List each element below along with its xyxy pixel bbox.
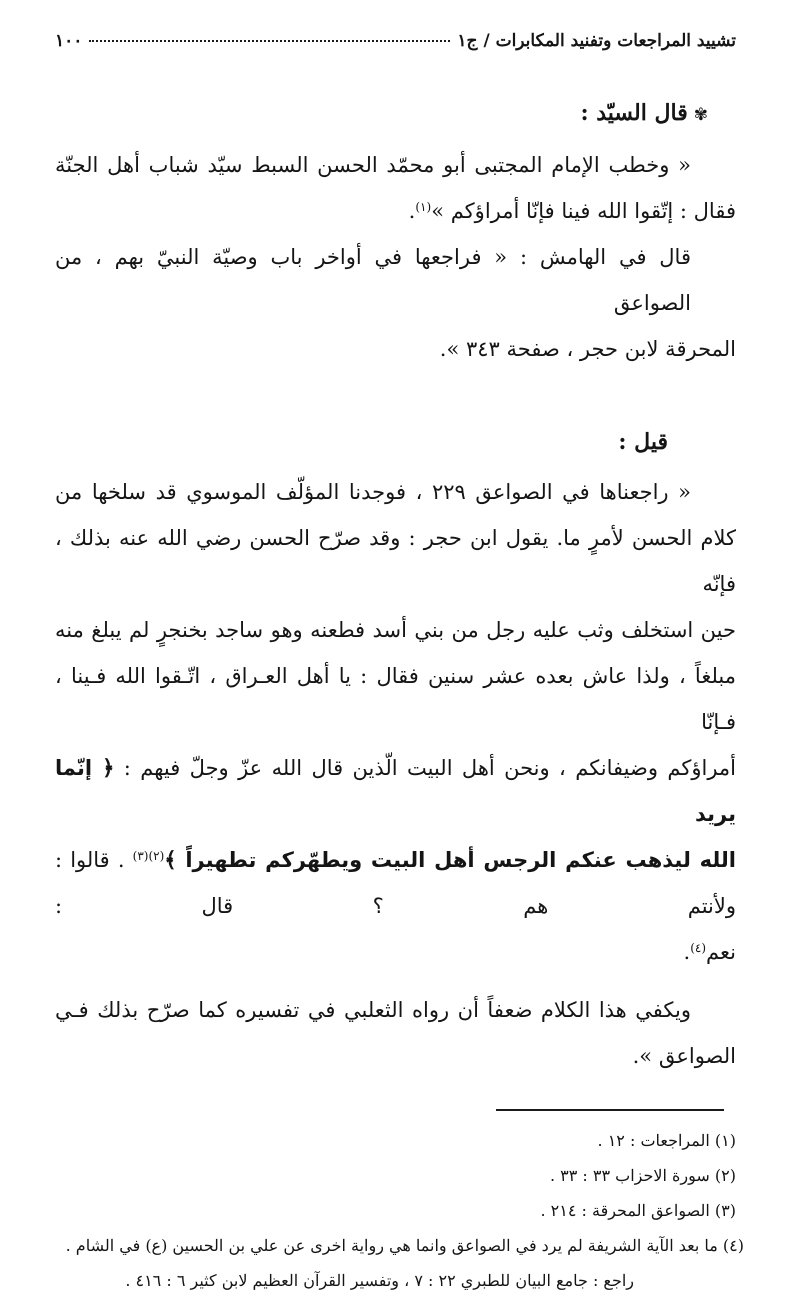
text-line: مبلغاً ، ولذا عاش بعده عشر سنين فقال : يا أهل العـراق ، اتّـقوا الله فـينا ، فـإنّا — [55, 664, 736, 734]
paragraph-quote-sayyid — [55, 142, 736, 234]
text-line: « وخطب الإمام المجتبى أبو محمّد الحسن السبط سيّد شباب أهل الجنّة — [55, 153, 691, 177]
footnote-ref-4: (٤) — [690, 941, 707, 955]
paragraph-qila-body — [55, 469, 736, 975]
text-segment: فقال : إتّقوا الله فينا فإنّا أمراؤكم » — [431, 199, 736, 223]
text-segment: نعم — [706, 940, 736, 964]
text-line — [55, 837, 736, 929]
text-line — [55, 188, 736, 234]
text-segment: . — [683, 940, 691, 964]
paragraph-closing — [55, 987, 736, 1079]
text-segment: أمراؤكم وضيفانكم ، ونحن أهل البيت الّذين قال الله عزّ وجلّ فيهم : — [114, 756, 736, 780]
footnote-4: (٤) ما بعد الآية الشريفة لم يرد في الصواعق وانما هي رواية اخرى عن علي بن الحسين (ع) في الشام . — [65, 1236, 744, 1255]
heading-qala-alsayyid — [55, 98, 736, 130]
text-line: حين استخلف وثب عليه رجل من بني أسد فطعنه وهو ساجد بخنجرٍ لم يبلغ منه — [55, 618, 736, 642]
text-line — [55, 745, 736, 837]
text-line: قال في الهامش : « فراجعها في أواخر باب وصيّة النبيّ بهم ، من الصواعق — [55, 245, 691, 315]
footnote-ref-2-3: (٢)(٣) — [132, 849, 165, 863]
text-line: الصواعق ». — [632, 1044, 736, 1068]
text-segment: . قالوا : ولأنتم هم ؟ قال : — [55, 848, 736, 918]
heading-text: قال السيّد : — [580, 100, 688, 126]
footnotes — [55, 1123, 744, 1298]
text-segment: . — [408, 199, 416, 223]
heading-qila — [55, 427, 736, 457]
rosette-icon: ✾ — [693, 105, 708, 125]
running-header — [55, 28, 736, 54]
quran-verse-start: ﴿ إنّما يريد — [55, 756, 736, 826]
text-line: ويكفي هذا الكلام ضعفاً أن رواه الثعلبي في تفسيره كما صرّح بذلك فـي — [55, 998, 691, 1022]
footnote-1: (١) المراجعات : ١٢ . — [597, 1131, 736, 1150]
text-line: المحرقة لابن حجر ، صفحة ٣٤٣ ». — [439, 337, 736, 361]
heading-text: قيل : — [618, 429, 668, 455]
paragraph-hamish — [55, 234, 736, 372]
footnote-2: (٢) سورة الاحزاب ٣٣ : ٣٣ . — [549, 1166, 736, 1185]
page-number: ١٠٠ — [55, 31, 83, 51]
footnote-3: (٣) الصواعق المحرقة : ٢١٤ . — [540, 1201, 736, 1220]
text-line: كلام الحسن لأمرٍ ما. يقول ابن حجر : وقد صرّح الحسن رضي الله عنه بذلك ، فإنّه — [55, 526, 736, 596]
quran-verse-end: الله ليذهب عنكم الرجس أهل البيت ويطهّركم تطهيراً ﴾ — [164, 848, 736, 872]
footnote-4-continuation: راجع : جامع البيان للطبري ٢٢ : ٧ ، وتفسير القرآن العظيم لابن كثير ٦ : ٤١٦ . — [125, 1271, 634, 1290]
footnote-divider — [496, 1109, 724, 1111]
dotted-leader — [89, 40, 450, 42]
book-title: تشييد المراجعات وتفنيد المكابرات / ج١ — [457, 31, 736, 51]
text-line: « راجعناها في الصواعق ٢٢٩ ، فوجدنا المؤلّف الموسوي قد سلخها من — [55, 480, 691, 504]
text-line — [55, 929, 736, 975]
footnote-ref-1: (١) — [415, 200, 432, 214]
